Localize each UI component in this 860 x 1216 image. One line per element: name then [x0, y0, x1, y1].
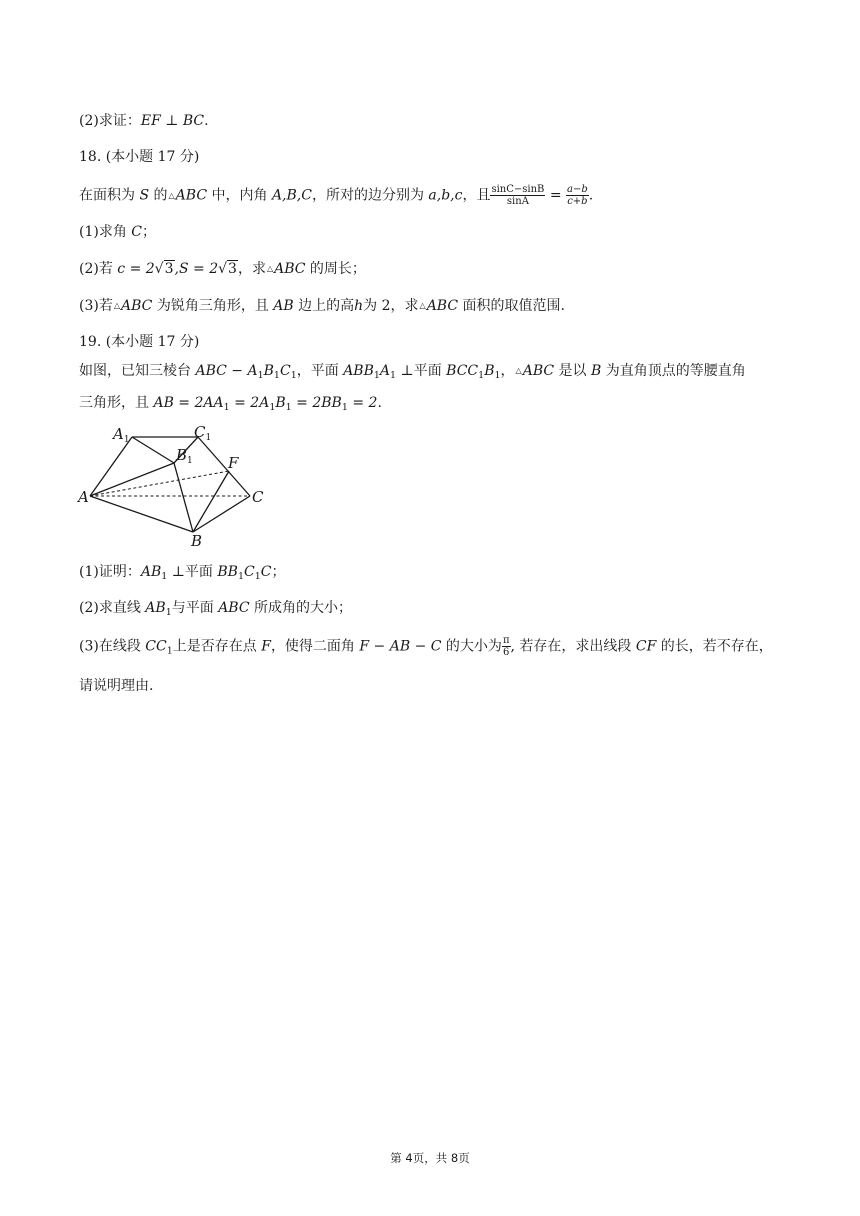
edge-B1-B	[174, 463, 193, 532]
q19-part3-continued: 请说明理由.	[79, 678, 154, 694]
frustum-figure	[76, 420, 276, 550]
q18-part2: (2)若 c = 2√3,S = 2√3，求△ABC 的周长；	[79, 261, 366, 277]
q19-intro-line1: 如图，已知三棱台 ABC − $A_1B_1C_1$，平面 $ABB_1A_1$ ⊥平面 $BCC_1B_1$，△ABC 是以 B 为直角顶点的等腰直角	[79, 363, 746, 381]
page-footer: 第 4页，共 8页	[390, 1151, 470, 1165]
q17-part2: (2)求证：EF ⊥ BC.	[79, 113, 209, 129]
edge-A-B1	[90, 463, 174, 496]
q18-intro: 在面积为 S 的△ABC 中，内角 A,B,C，所对的边分别为 a,b,c，且 $\frac{\sin C-\sin B}{\sin A}$ = $\frac{a-b}{c+b}$ .	[79, 184, 594, 207]
q19-intro-line2: 三角形，且 AB = $2AA_1 = 2A_1B_1 = 2BB_1 = 2$.	[79, 395, 382, 413]
side-ratio-fraction: $\frac{a-b}{c+b}$	[567, 184, 588, 207]
label-A1: $A_1$	[113, 425, 130, 445]
triangle-icon: △	[515, 366, 522, 375]
q18-part3: (3)若△ABC 为锐角三角形，且 AB 边上的高h为 2，求△ABC 面积的取值范围.	[79, 298, 565, 314]
q18-heading: 18. (本小题 17 分)	[79, 149, 200, 165]
triangle-icon: △	[266, 264, 274, 273]
triangle-icon: △	[113, 301, 120, 310]
triangle-icon: △	[168, 190, 175, 200]
q19-part2: (2)求直线 $AB_1$与平面 ABC 所成角的大小；	[79, 600, 353, 618]
edge-A1-B1	[132, 437, 174, 463]
edge-B-C	[193, 496, 250, 532]
sqrt-symbol: √3	[218, 261, 237, 277]
label-B: B	[191, 532, 203, 550]
label-C1: $C_1$	[194, 423, 212, 443]
label-A: A	[78, 488, 89, 506]
triangle-icon: △	[419, 301, 426, 310]
edge-C1-C	[198, 437, 250, 496]
label-F: F	[228, 454, 239, 472]
q19-part1: (1)证明：$AB_1$ ⊥平面 $BB_1C_1C$；	[79, 564, 286, 582]
label-B1: $B_1$	[176, 446, 193, 466]
q18-part1: (1)求角 C；	[79, 224, 156, 240]
q19-part3: (3)在线段 $CC_1$上是否存在点 F，使得二面角 F − AB − C 的大小为 $\frac{\pi}{6}$ , 若存在，求出线段 CF 的长，若不存在，	[79, 635, 773, 658]
edge-A-F-hidden	[90, 471, 229, 496]
sqrt-symbol: √3	[154, 261, 174, 277]
edge-B-F	[193, 471, 229, 532]
label-C: C	[252, 488, 264, 506]
q19-heading: 19. (本小题 17 分)	[79, 334, 200, 350]
edge-A-B	[90, 496, 193, 532]
ef-perp-bc: EF ⊥ BC	[140, 113, 205, 129]
sine-ratio-fraction: $\frac{\sin C-\sin B}{\sin A}$	[491, 184, 545, 207]
pi-over-6-fraction: $\frac{\pi}{6}$	[502, 635, 510, 658]
